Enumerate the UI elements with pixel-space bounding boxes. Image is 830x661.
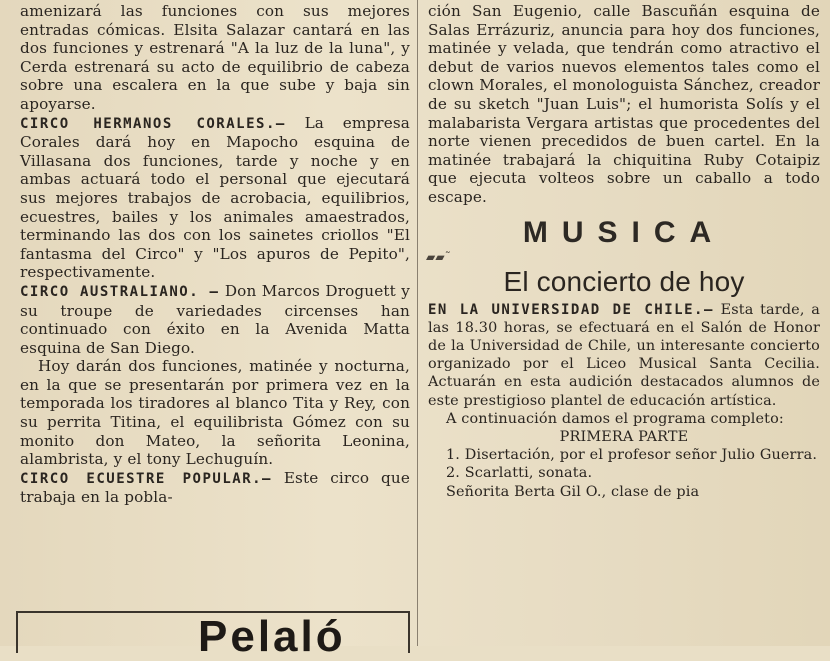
body-circo-australiano: Don Marcos Droguett y su troupe de variedades circenses han continuado con éxito en la Avenida Matta esquina de San Diego. <box>20 281 410 357</box>
paragraph-circo-popular-cont: ción San Eugenio, calle Bascuñán esquina de Salas Errázuriz, anuncia para hoy dos funciones, matinée y velada, que tendrán como atractivo el debut de varios nuevos elementos tales como el clown Morales, el monologuista Sánchez, creador de su sketch "Juan Luis"; el humorista Solís y el malabarista Vergara artistas que procedentes del norte vienen precedidos de buen cartel. En la matinée trabajará la chiquitina Ruby Cotaipiz que ejecuta volteos sobre un caballo a todo escape. <box>428 2 820 206</box>
heading-universidad: EN LA UNIVERSIDAD DE CHILE.— <box>428 301 714 318</box>
paragraph-concierto <box>428 301 820 410</box>
advertisement-box <box>16 611 410 661</box>
section-title-musica: MUSICA <box>522 215 726 249</box>
heading-circo-ecuestre: CIRCO ECUESTRE POPULAR.— <box>20 470 272 487</box>
heading-circo-australiano: CIRCO AUSTRALIANO. — <box>20 283 220 300</box>
advertisement-text: Pelaló <box>198 612 346 661</box>
concert-headline: El concierto de hoy <box>503 265 745 297</box>
right-column <box>428 2 820 501</box>
heading-primera-parte: PRIMERA PARTE <box>559 428 689 445</box>
body-circo-ecuestre: Este circo que trabaja en la pobla- <box>20 468 410 507</box>
program-item-1: 1. Disertación, por el profesor señor Julio Guerra. <box>446 447 818 464</box>
paragraph-funciones: amenizará las funciones con sus mejores entradas cómicas. Elsita Salazar cantará en las dos funciones y estrenará "A la luz de la luna", y Cerda estrenará su acto de equilibrio de cabeza sobre una escalera en la que sube y baja sin apoyarse. <box>20 2 410 113</box>
program-item-3: Señorita Berta Gil O., clase de pia <box>446 483 700 500</box>
body-concierto: Esta tarde, a las 18.30 horas, se efectuará en el Salón de Honor de la Universidad de Chile, un interesante concierto organizado por el Liceo Musical Santa Cecilia. Actuarán en esta audición destacados alumnos de este prestigioso plantel de educación artística. <box>428 301 820 409</box>
program-item-2: 2. Scarlatti, sonata. <box>446 465 593 482</box>
paragraph-circo-ecuestre <box>20 469 410 507</box>
heading-circo-corales: CIRCO HERMANOS CORALES.— <box>20 115 286 132</box>
paragraph-programa: A continuación damos el programa completo: <box>446 410 784 427</box>
paragraph-circo-corales <box>20 114 410 282</box>
ornament-icon: ▰▰˜ <box>426 249 451 264</box>
paragraph-circo-australiano <box>20 282 410 357</box>
body-circo-corales: La empresa Corales dará hoy en Mapocho esquina de Villasana dos funciones, tarde y noche y en ambas actuará todo el personal que ejecutará sus mejores trabajos de acrobacia, equilibrios, ecuestres, bailes y los animales amaestrados, terminando las dos con los sainetes criollos "El fantasma del Circo" y "Los apuros de Pepito", respectivamente. <box>20 113 410 282</box>
left-column <box>20 2 410 507</box>
paragraph-australiano-funciones: Hoy darán dos funciones, matinée y nocturna, en la que se presentarán por primera vez en la temporada los tiradores al blanco Tita y Rey, con su perrita Titina, el equilibrista Gómez con su monito don Mateo, la señorita Leonina, alambrista, y el tony Lechuguín. <box>20 357 410 469</box>
column-divider <box>417 0 418 646</box>
